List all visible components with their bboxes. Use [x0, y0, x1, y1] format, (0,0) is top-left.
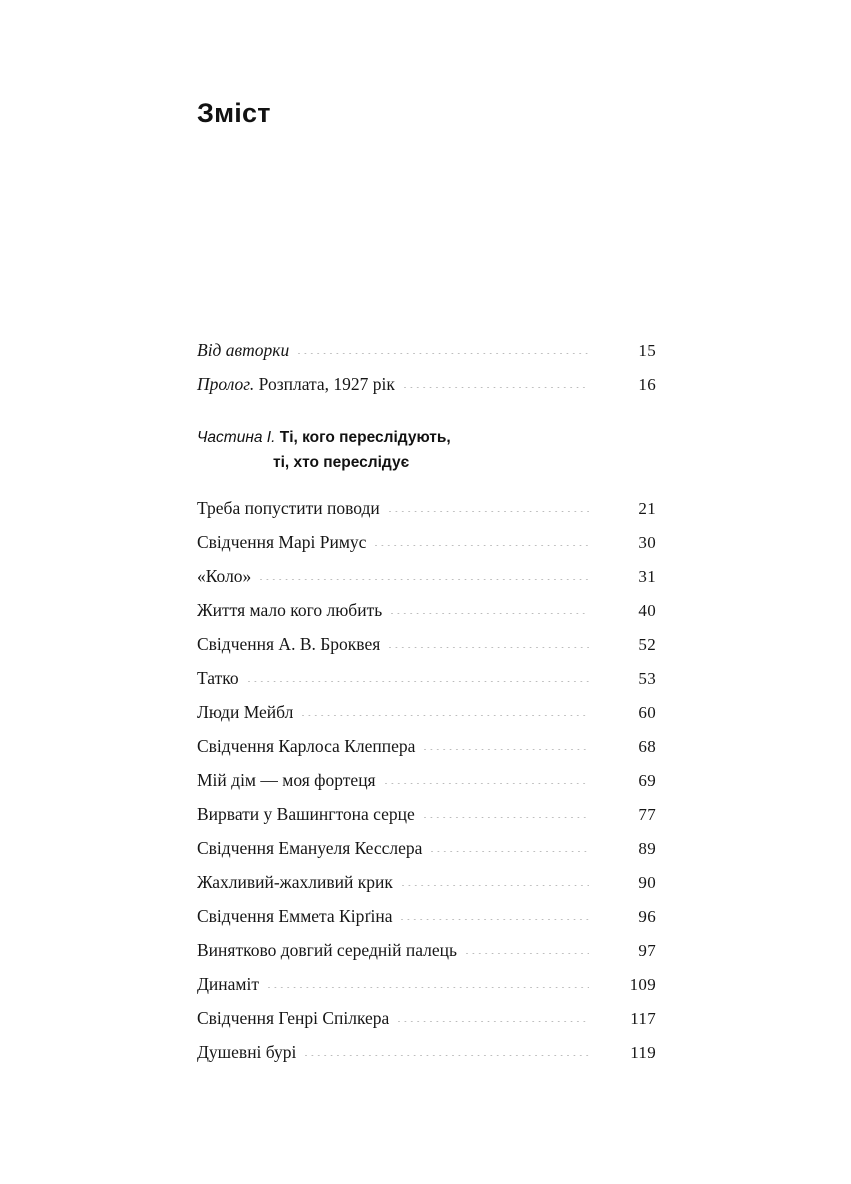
leader-dots [391, 613, 589, 614]
leader-dots [248, 681, 589, 682]
toc-entry-page: 21 [638, 499, 656, 518]
toc-entry-label: Динаміт [197, 974, 260, 994]
toc-entry-label: Душевні бурі [197, 1042, 297, 1062]
toc-entry-page: 60 [638, 703, 656, 722]
toc-entry-page: 97 [638, 941, 656, 960]
leader-dots [424, 749, 589, 750]
toc-entry-page: 52 [638, 635, 656, 654]
toc-entry[interactable] [197, 627, 656, 661]
toc-entry[interactable] [197, 491, 656, 525]
toc-entry[interactable] [197, 865, 656, 899]
toc-entry-label: Треба попустити поводи [197, 498, 380, 518]
toc-entry-front[interactable] [197, 333, 656, 367]
leader-dots [260, 579, 589, 580]
leader-dots [302, 715, 589, 716]
toc-entry-rest: Розплата, 1927 рік [254, 374, 395, 394]
toc-entry-label: Вирвати у Вашингтона серце [197, 804, 415, 824]
toc-entry-page: 69 [638, 771, 656, 790]
leader-dots [385, 783, 589, 784]
toc-entry-label: Люди Мейбл [197, 702, 294, 722]
leader-dots [389, 647, 589, 648]
toc-entry-label: Винятково довгий середній палець [197, 940, 457, 960]
toc-entry-label: Життя мало кого любить [197, 600, 383, 620]
toc-entry[interactable] [197, 1001, 656, 1035]
toc-entry-page: 117 [630, 1009, 656, 1028]
toc-entry-label: Свідчення Марі Римус [197, 532, 367, 552]
toc-entry-label: Свідчення Еммета Кірґіна [197, 906, 393, 926]
toc-entry-label: Свідчення Карлоса Клеппера [197, 736, 416, 756]
toc-entry-label [197, 333, 298, 367]
toc-list [197, 333, 656, 1069]
toc-entry-front[interactable] [197, 367, 656, 401]
toc-entry[interactable] [197, 899, 656, 933]
toc-entry[interactable] [197, 695, 656, 729]
toc-entry[interactable] [197, 661, 656, 695]
toc-entry-lead: Від авторки [197, 340, 290, 360]
leader-dots [424, 817, 589, 818]
toc-entry-label: Мій дім — моя фортеця [197, 770, 376, 790]
toc-entry[interactable] [197, 1035, 656, 1069]
toc-entry-page: 31 [638, 567, 656, 586]
toc-entry[interactable] [197, 763, 656, 797]
toc-entry-page: 96 [638, 907, 656, 926]
toc-entry-page: 15 [638, 341, 656, 360]
toc-entry-lead: Пролог. [197, 374, 255, 394]
leader-dots [398, 1021, 589, 1022]
toc-entry-label: Татко [197, 668, 239, 688]
toc-entry-label [197, 367, 404, 401]
toc-entry-page: 89 [638, 839, 656, 858]
leader-dots [401, 919, 589, 920]
leader-dots [402, 885, 589, 886]
leader-dots [431, 851, 589, 852]
part-title-line2: ті, хто переслідує [273, 454, 410, 471]
toc-entry[interactable] [197, 729, 656, 763]
leader-dots [298, 353, 589, 354]
toc-entry-page: 30 [638, 533, 656, 552]
toc-entry[interactable] [197, 797, 656, 831]
toc-entry-label: Жахливий-жахливий крик [197, 872, 393, 892]
toc-entry[interactable] [197, 593, 656, 627]
part-number: Частина I. [197, 429, 276, 446]
toc-entry-page: 90 [638, 873, 656, 892]
toc-entry[interactable] [197, 525, 656, 559]
toc-entry[interactable] [197, 831, 656, 865]
toc-entry-page: 16 [638, 375, 656, 394]
toc-entry-page: 53 [638, 669, 656, 688]
toc-entry-page: 77 [638, 805, 656, 824]
leader-dots [466, 953, 589, 954]
part-heading [197, 401, 656, 491]
leader-dots [268, 987, 589, 988]
toc-entry[interactable] [197, 967, 656, 1001]
toc-entry-page: 119 [630, 1043, 656, 1062]
toc-entry-label: «Коло» [197, 566, 252, 586]
leader-dots [305, 1055, 589, 1056]
toc-entry[interactable] [197, 933, 656, 967]
toc-entry[interactable] [197, 559, 656, 593]
toc-entry-label: Свідчення Генрі Спілкера [197, 1008, 390, 1028]
page-title: Зміст [197, 98, 271, 128]
leader-dots [389, 511, 589, 512]
part-title-line1: Ті, кого переслідують, [279, 429, 451, 446]
toc-entry-label: Свідчення А. В. Броквея [197, 634, 381, 654]
toc-entry-page: 109 [629, 975, 656, 994]
toc-entry-label: Свідчення Емануеля Кесслера [197, 838, 423, 858]
toc-entry-page: 68 [638, 737, 656, 756]
leader-dots [375, 545, 589, 546]
toc-entry-page: 40 [638, 601, 656, 620]
leader-dots [404, 387, 589, 388]
